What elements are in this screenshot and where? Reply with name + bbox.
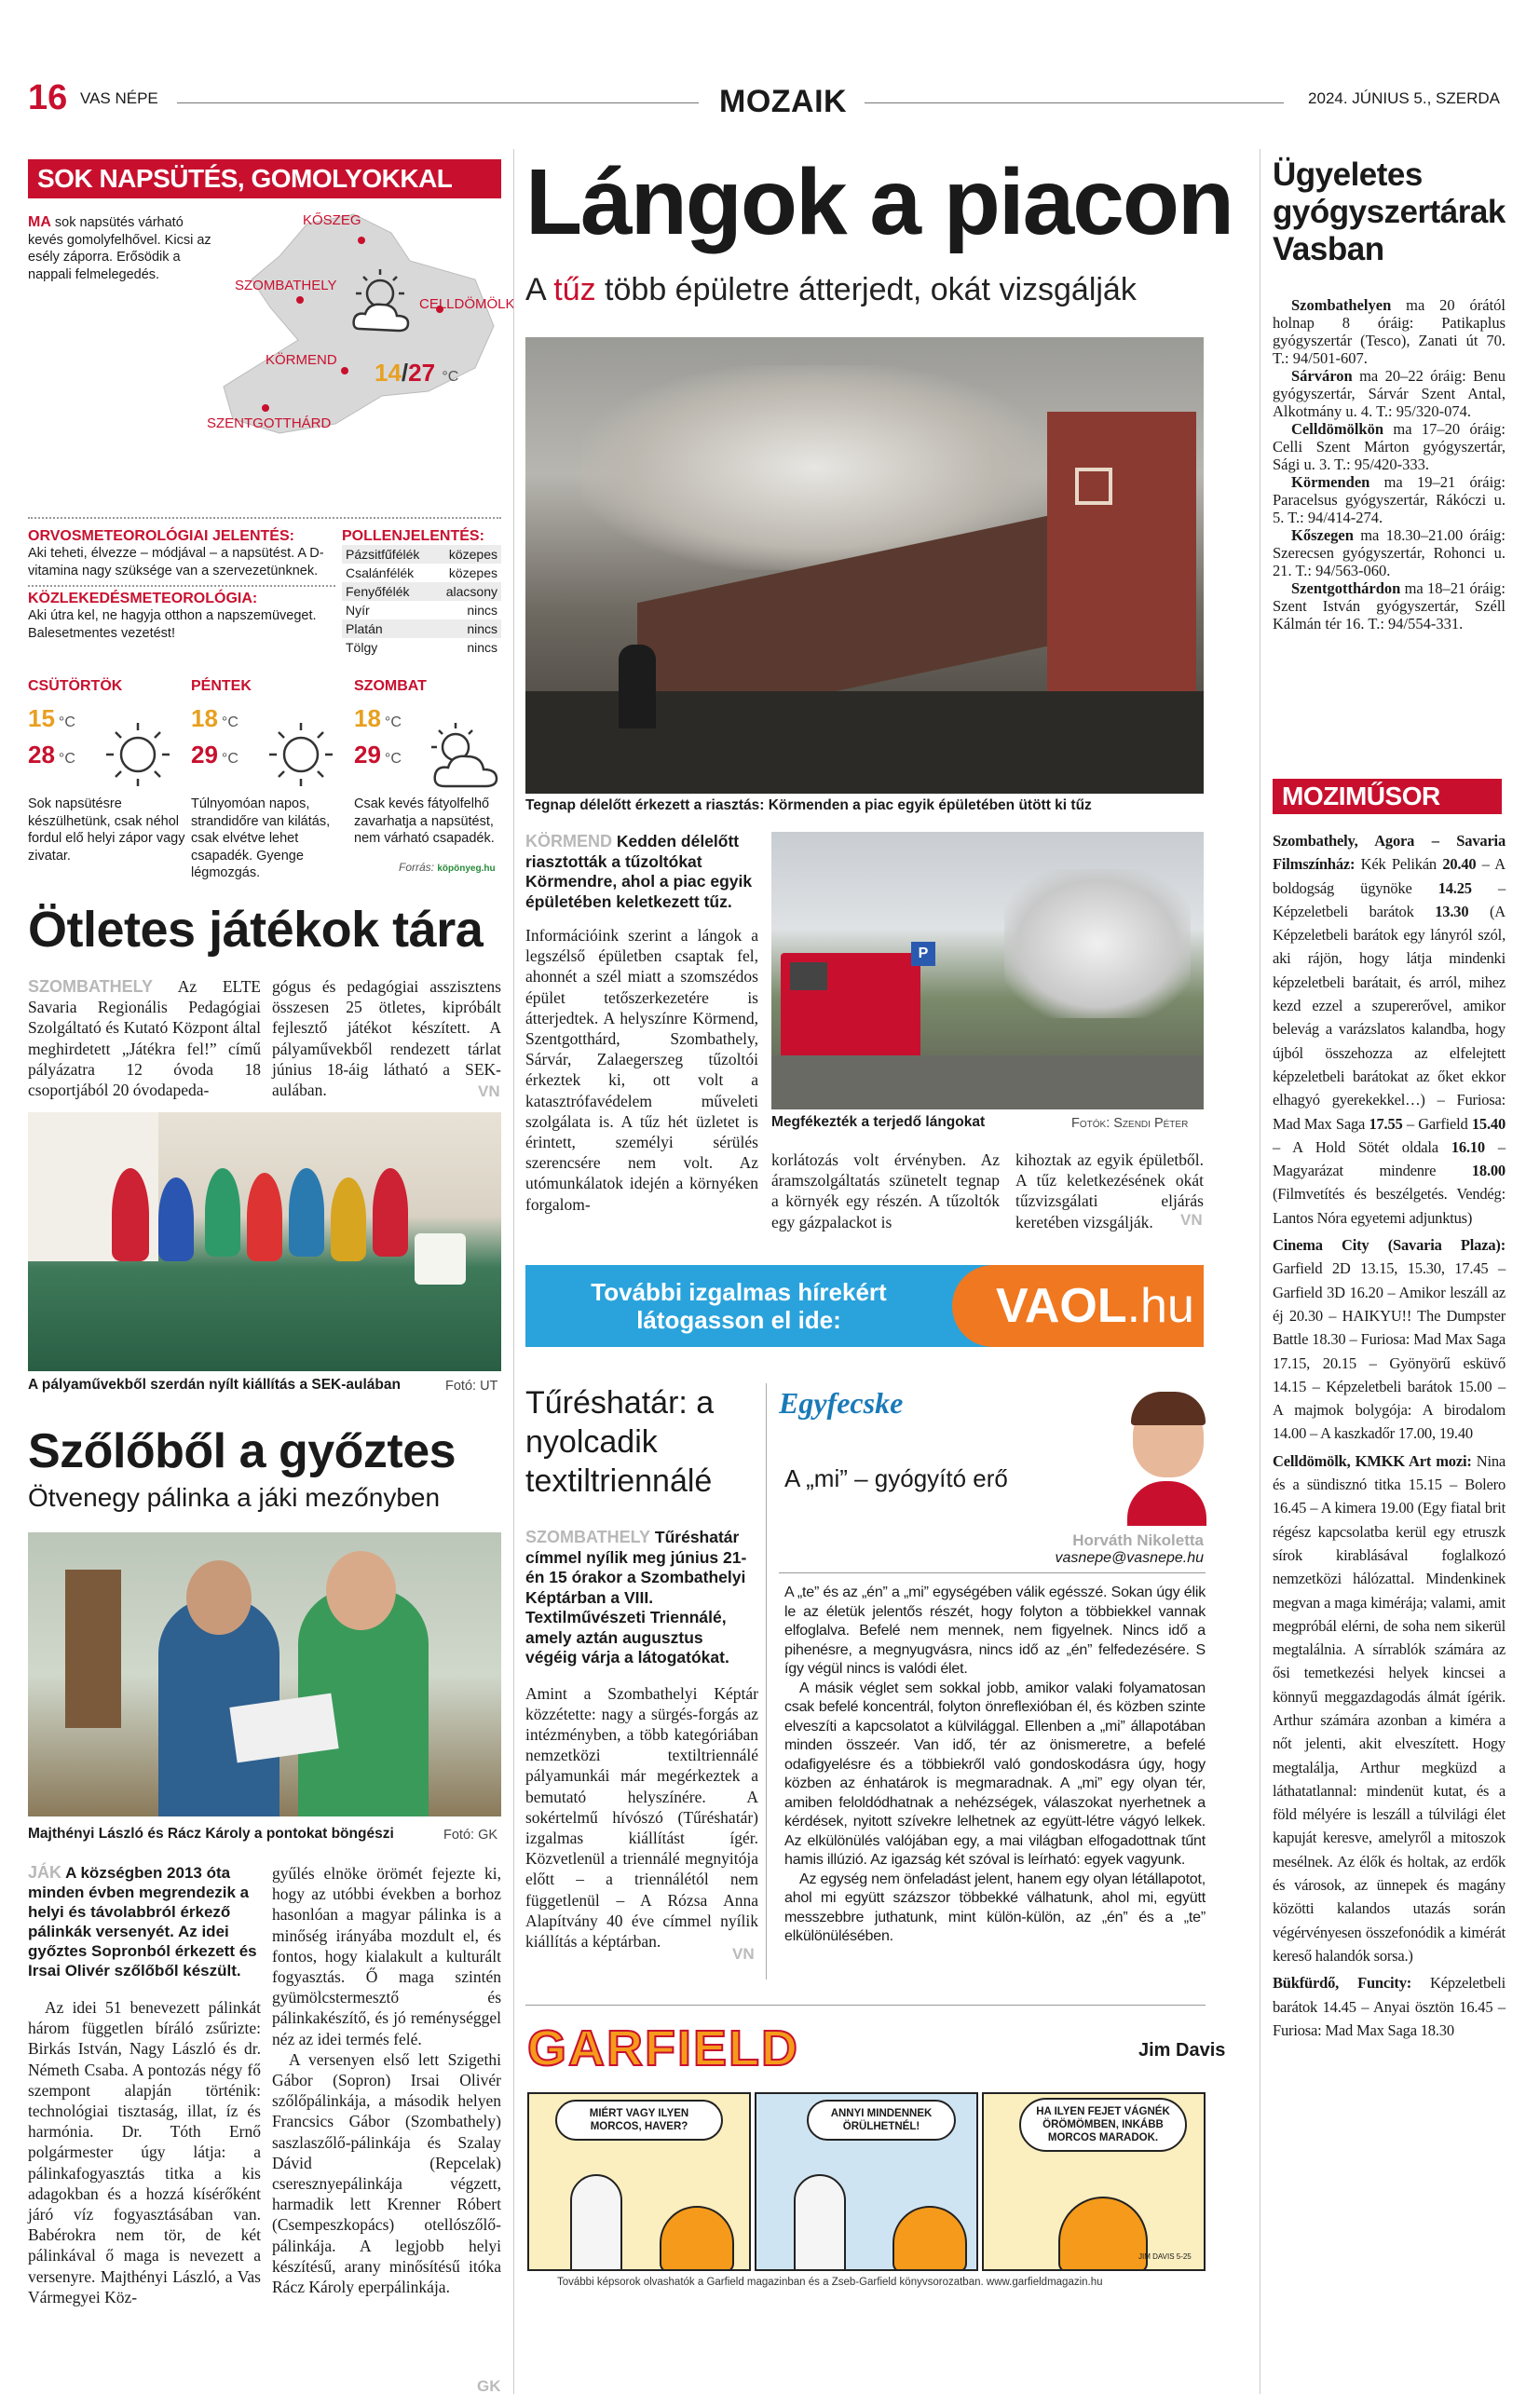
cinema-bukfurdo: Bükfürdő, Funcity: Képzeletbeli barátok 14.45 – Anyai ösztön 16.45 – Furiosa: Mad Max Saga 18.30 bbox=[1273, 1974, 1506, 2039]
fire-credit: Fotók: Szendi Péter bbox=[1071, 1116, 1189, 1131]
vaol-ad-text: További izgalmas hírekért látogasson el ide: bbox=[591, 1278, 887, 1334]
garfield-footer: További képsorok olvashatók a Garfield magazinban és a Zseb-Garfield könyvsorozatban. www.garfieldmagazin.hu bbox=[557, 2277, 1103, 2288]
orvos-text: Aki teheti, élvezze – módjával – a napsütést. A D-vitamina nagy szüksége van a szervezetünknek. bbox=[28, 546, 324, 578]
palinka-lead: JÁK A községben 2013 óta minden évben megrendezik a helyi és távolabbról érkező pálinkák versenyét. Az idei győztes Sopronból érkezett és Irsai Olivér szőlőből készült. bbox=[28, 1863, 257, 1979]
games-col2-text: gógus és pedagógiai asszisztens összesen 25 ötletes, kipróbált fejlesztő játékot készített. A pályaművekből rendezett tárlat június 18-áig látható a SEK-aulában. bbox=[272, 977, 501, 1100]
town-szombathely: SZOMBATHELY bbox=[235, 278, 337, 293]
pharmacy-title: Ügyeletes gyógyszertárak Vasban bbox=[1273, 156, 1506, 267]
games-caption: A pályaművekből szerdán nyílt kiállítás a SEK-aulában bbox=[28, 1377, 401, 1393]
sun-icon bbox=[264, 717, 338, 792]
fire-small-caption: Megfékezték a terjedő lángokat bbox=[771, 1114, 986, 1130]
sun-icon bbox=[101, 717, 175, 792]
garfield-bubble-1: MIÉRT VAGY ILYEN MORCOS, HAVER? bbox=[555, 2100, 723, 2141]
pollen-table bbox=[342, 545, 501, 657]
egyfecske-label: Egyfecske bbox=[779, 1386, 904, 1420]
weather-today-text: sok napsütés várható kevés gomolyfelhővel. Kicsi az esély záporra. Erősödik a nappali felmelegedés. bbox=[28, 215, 211, 282]
vaol-logo: VAOL.hu bbox=[996, 1279, 1194, 1333]
pharmacy-entry: Celldömölkön ma 17–20 óráig: Celli Szent Márton gyógyszertár, Sági u. 3. T.: 95/420-333. bbox=[1273, 420, 1506, 473]
palinka-caption: Majthényi László és Rácz Károly a pontokat böngészi bbox=[28, 1826, 394, 1842]
pharmacy-entry: Szentgotthárdon ma 18–21 óráig: Szent István gyógyszertár, Széll Kálmán tér 16. T.: 94/554-331. bbox=[1273, 579, 1506, 633]
day-text: Túlnyomóan napos, strandidőre van kilátás, csak elvétve lehet csapadék. Gyenge légmozgás. bbox=[191, 796, 331, 880]
day-high: 29 °C bbox=[191, 741, 238, 769]
cinema-title: MOZIMŰSOR bbox=[1273, 779, 1502, 814]
town-szentgotthard: SZENTGOTTHÁRD bbox=[207, 415, 332, 431]
day-name: CSÜTÖRTÖK bbox=[28, 678, 123, 694]
day-high: 28 °C bbox=[28, 741, 75, 769]
textile-kicker: SZOMBATHELY bbox=[525, 1528, 651, 1546]
orvos-block bbox=[28, 528, 335, 642]
fire-col1 bbox=[525, 832, 758, 1215]
author-portrait bbox=[1127, 1379, 1206, 1526]
cinema-celldomolk: Celldömölk, KMKK Art mozi: Nina és a sündisznó titka 15.15 – Bolero 16.45 – A kimera 19.00 (Egy fiatal brit régész kapcsolatba kerül egy etruszk sírok kirablásával foglalkozó nemzetközi hálózattal. Mindenkinek megvan a maga kimérája; valami, amit megpróbál elérni, de soha nem sikerül megtalálnia. A sírrablók számára az ősi temetkezési helyek kincsei a könnyű meggazdagodás álmát ígérik. Arthur számára azonban a kiméra a nőt jelenti, akit elveszített. Hogy megtalálja, Arthur megküzd a láthatatlannal: mindenüt kutat, és a föld mélyére is leszáll a túlvilági élet kapuját keresve, amelyről a mitoszok mesélnek. Az élők és holtak, az erdők és városok, az ünnepek és magány közötti kalandos utazás során végérvényesen összefonódik a kimérát kereső halandók sorsa.) bbox=[1273, 1451, 1506, 1965]
pollen-block bbox=[342, 528, 501, 657]
fire-subtitle: A tűz több épületre átterjedt, okát vizsgálják bbox=[525, 272, 1137, 307]
kozlek-text: Aki útra kel, ne hagyja otthon a napszemüveget. Balesetmentes vezetést! bbox=[28, 608, 317, 641]
garfield-top-rule bbox=[525, 2005, 1206, 2006]
kozlek-title: KÖZLEKEDÉSMETEOROLÓGIA: bbox=[28, 591, 258, 606]
day-text: Csak kevés fátyolfelhő zavarhatja a napsütést, nem várható csapadék. bbox=[354, 796, 495, 846]
town-kormend: KÖRMEND bbox=[266, 352, 337, 368]
fire-main-caption: Tegnap délelőtt érkezett a riasztás: Körmenden a piac egyik épületében ütött ki tűz bbox=[525, 797, 1092, 813]
games-kicker: SZOMBATHELY bbox=[28, 977, 154, 996]
fire-col2: korlátozás volt érvényben. Az áramszolgáltatás szünetelt tegnap a környék egy részén. A tűzoltók egy gázpalackot is bbox=[771, 1150, 1000, 1231]
issue-date: 2024. JÚNIUS 5., SZERDA bbox=[1308, 89, 1500, 107]
day-low: 15 °C bbox=[28, 704, 75, 732]
palinka-col1-body: Az idei 51 benevezett pálinkát három független bíráló zsűrizte: Birkás István, Nagy László és dr. Németh Csaba. A pontozás négy fő szempont alapján történik: technológiai tisztaság, illat, íz és harmónia. Dr. Tóth Ernő polgármester úgy látja: a pálinkafogyasztás titka a kis adagokban és a hozzá kísérőként járó víz fogyasztásában van. Babérokra nem tör, de két pálinkával ő maga is nevezett a versenyre. Majthényi László, a Vas Vármegyei Köz- bbox=[28, 1998, 261, 2306]
garfield-author: Jim Davis bbox=[1138, 2040, 1226, 2061]
weather-today-label: MA bbox=[28, 214, 51, 230]
games-col2 bbox=[272, 976, 501, 1100]
weather-title: SOK NAPSÜTÉS, GOMOLYOKKAL bbox=[28, 159, 501, 198]
day-low: 18 °C bbox=[354, 704, 402, 732]
weather-source bbox=[399, 861, 496, 874]
weather-divider bbox=[28, 517, 501, 519]
header-rule-left bbox=[177, 102, 699, 103]
egyfecske-rule bbox=[779, 1572, 1206, 1573]
day-name: SZOMBAT bbox=[354, 678, 427, 694]
pollen-row: Tölgy nincs bbox=[346, 640, 497, 655]
garfield-bubble-3: HA ILYEN FEJET VÁGNÉK ÖRÖMÖMBEN, INKÁBB MORCOS MARADOK. bbox=[1019, 2098, 1187, 2152]
sun-cloud-icon bbox=[424, 719, 508, 794]
day-low: 18 °C bbox=[191, 704, 238, 732]
palinka-col2: gyűlés elnöke örömét fejezte ki, hogy az utóbbi években a borhoz hasonlóan a magyar pálinka is a minőség irányába mozdult el, és fontos, hogy kialakult a kulturált fogyasztás. Ő maga szintén gyümölcstermesztő és pálinkakészítő, és jó reménységgel néz az idei termés felé. A versenyen első lett Szigethi Gábor (Sopron) Irsai Olivér szőlőpálinkája, a második helyen Francsics Gábor (Szombathely) saszlaszőlő-pálinkája és Szalay Dávid (Repcelak) cseresznyepálinkája végzett, harmadik lett Krenner Róbert (Csempeszkopács) otellószőlő-pálinkája. A legjobb helyi készítésű, arany minősítésű itóka Rácz Károly eperpálinkája. bbox=[272, 1864, 501, 2297]
day-high: 29 °C bbox=[354, 741, 402, 769]
pollen-row: Nyír nincs bbox=[346, 603, 497, 618]
section-title: MOZAIK bbox=[719, 84, 848, 119]
garfield-signature: JIM DAVIS 5-25 bbox=[1138, 2252, 1192, 2261]
map-temp-low: 14 bbox=[375, 359, 402, 387]
games-title: Ötletes játékok tára bbox=[28, 902, 484, 958]
textile-col bbox=[525, 1528, 758, 1952]
games-col1 bbox=[28, 976, 261, 1100]
fire-title: Lángok a piacon bbox=[525, 150, 1233, 254]
vaol-ad[interactable] bbox=[525, 1265, 1204, 1347]
textile-title: Tűréshatár: a nyolcadik textiltriennálé bbox=[525, 1385, 715, 1499]
egyfecske-author: Horváth Nikoletta bbox=[1072, 1531, 1204, 1549]
egyfecske-divider bbox=[766, 1383, 767, 1979]
textile-signature: VN bbox=[732, 1945, 755, 1963]
pollen-row: Csalánfélék közepes bbox=[346, 565, 497, 580]
pollen-title: POLLENJELENTÉS: bbox=[342, 528, 484, 544]
source-label: Forrás: bbox=[399, 861, 435, 874]
koponyeg-logo: köpönyeg.hu bbox=[437, 864, 496, 874]
orvos-title: ORVOSMETEOROLÓGIAI JELENTÉS: bbox=[28, 528, 294, 544]
games-signature: VN bbox=[478, 1082, 500, 1100]
palinka-title: Szőlőből a győztes bbox=[28, 1424, 456, 1478]
palinka-subtitle: Ötvenegy pálinka a jáki mezőnyben bbox=[28, 1483, 441, 1512]
pharmacy-entry: Szombathelyen ma 20 órától holnap 8 óráig: Patikaplus gyógyszertár (Tesco), Zanati út 70. T.: 94/501-607. bbox=[1273, 296, 1506, 367]
fire-signature: VN bbox=[1180, 1211, 1203, 1229]
weather-today bbox=[28, 214, 214, 283]
fire-lead: KÖRMEND Kedden délelőtt riasztották a tűzoltókat Körmendre, ahol a piac egyik épületében keletkezett tűz. bbox=[525, 832, 753, 911]
fire-kicker: KÖRMEND bbox=[525, 832, 612, 850]
pollen-row: Platán nincs bbox=[342, 619, 501, 638]
header-rule-right bbox=[865, 102, 1284, 103]
pharmacy-entry: Kőszegen ma 18.30–21.00 óráig: Szerecsen gyógyszertár, Rohonci u. 21. T.: 94/563-060. bbox=[1273, 526, 1506, 579]
palinka-col1 bbox=[28, 1863, 261, 2307]
fire-small-photo: P bbox=[771, 832, 1204, 1109]
egyfecske-title: A „mi” – gyógyító erő bbox=[784, 1464, 1008, 1492]
day-text: Sok napsütésre készülhetünk, csak néhol fordul elő helyi zápor vagy zivatar. bbox=[28, 796, 185, 864]
page-header bbox=[28, 78, 1500, 125]
pollen-row: Pázsitfűfélék közepes bbox=[342, 545, 501, 564]
egyfecske-body: A „te” és az „én” a „mi” egységében válik egésszé. Sokan úgy élik le az életük jelentős részét, hogy folyton a többiekkel vannak elfoglalva. Befelé nem mennek, nem figyelnek. Nincs idő a pihenésre, a megnyugvásra, nincs idő az „én” felfedezésére. S így végül nincs is valódi élet. A másik véglet sem sokkal jobb, amikor valaki folyamatosan csak befelé koncentrál, folyton önreflexióban él, és közben szinte elveszíti a kapcsolatot a külvilággal. Ellenben a „mi” állapotában minden összeér. Van idő, tér az önismeretre, a befelé odafigyelésre és a többiekről való gondoskodásra úgy, hogy közben az énhatárok is megmaradnak. A „mi” egy olyan tér, amiben feloldódhatnak a nehézségek, válaszokat nyerhetnek a kérdések, nyitott szívekre lelhetnek az együtt-létre vágyó lelkek. Az elkülönülés valójában egy, a mai világban elfogadottnak tűnt hamis illúzió. Az igazság két szóval is leírható: egyek vagyunk. Az egység nem önfeladást jelent, hanem egy olyan létállapotot, ahol mi együtt százszor többekké válhatunk, ahol mi, együtt messzebbre juthatunk, mint külön-külön, az „én” és a „te” elkülönülésében. bbox=[784, 1585, 1206, 1944]
cinema-listing bbox=[1273, 829, 1506, 2042]
map-temperature: 14/27 °C bbox=[375, 359, 459, 387]
fire-body1: Információink szerint a lángok a legszélső épületben csaptak fel, ahonnét a szél miatt a szomszédos épület tetőszerkezetére is átterjedtek. A helyszínre Körmend, Szentgotthárd, Szombathely, Sárvár, Zalaegerszeg tűzoltói érkeztek ki, ott volt a katasztrófavédelem műveleti szolgálata is. A tűz hét üzletet is érintett, személyi sérülés szerencsére nem volt. Az utómunkálatok idején a környéken forgalom- bbox=[525, 926, 758, 1214]
fire-col3: kihoztak az egyik épületből. A tűz keletkezésének okát tűzvizsgálati eljárás keretében vizsgálják. bbox=[1015, 1150, 1204, 1231]
map-temp-high: 27 bbox=[408, 359, 436, 387]
page-number: 16 bbox=[28, 78, 68, 117]
games-col1-text: Az ELTE Savaria Regionális Pedagógiai Szolgáltató és Kutató Központ által meghirdetett „Játékra fel!” című pályázatra 12 óvoda 18 csoportjából 20 óvodapeda- bbox=[28, 977, 261, 1100]
cinema-cinemacity: Cinema City (Savaria Plaza): Garfield 2D 13.15, 15.30, 17.45 – Garfield 3D 16.20 – Amikor leszáll az éj 20.30 – HAIKYU!! The Dumpster Battle 18.30 – Furiosa: Mad Max Saga 17.15, 20.15 – Gyönyörű esküvő 14.15 – Képzeletbeli barátok 15.00 – A majmok bolygója: A birodalom 14.00 – A kaszkadőr 17.00, 19.40 bbox=[1273, 1236, 1506, 1443]
games-credit: Fotó: UT bbox=[445, 1379, 498, 1394]
pharmacy-list bbox=[1273, 296, 1506, 633]
town-koszeg: KŐSZEG bbox=[303, 212, 361, 228]
paper-name: VAS NÉPE bbox=[80, 89, 158, 107]
palinka-photo bbox=[28, 1532, 501, 1816]
pharmacy-entry: Körmenden ma 19–21 óráig: Paracelsus gyógyszertár, Rákóczi u. 5. T.: 94/414-274. bbox=[1273, 473, 1506, 526]
day-name: PÉNTEK bbox=[191, 678, 252, 694]
cinema-agora: Szombathely, Agora – Savaria Filmszínház: Kék Pelikán 20.40 – A boldogság ügynöke 14.25 – Képzeletbeli barátok 13.30 (A Képzeletbeli barátok egy lányról szól, aki rájön, hogy látja mindenki képzeletbeli barátait, és arról, mihez kezd ezzel a szupererővel, amikor belevág a varázslatos kalandba, hogy újból összehozza az elfelejtett képzeletbeli barátokat az őket ekkor elhagyó gyerekekkel…) – Furiosa: Mad Max Saga 17.55 – Garfield 15.40 – A Hold Sötét oldala 16.10 – Magyarázat mindenre 18.00 (Filmvetítés és beszélgetés. Vendég: Lantos Nóra egyetemi adjunktus) bbox=[1273, 832, 1506, 1227]
garfield-logo: GARFIELD bbox=[527, 2020, 799, 2076]
garfield-bubble-2: ANNYI MINDENNEK ÖRÜLHETNÉL! bbox=[807, 2100, 956, 2141]
palinka-kicker: JÁK bbox=[28, 1863, 62, 1882]
palinka-signature: GK bbox=[477, 2377, 501, 2395]
sun-cloud-icon bbox=[343, 265, 427, 340]
pollen-row: Fenyőfélék alacsony bbox=[342, 582, 501, 601]
town-celldomolk: CELLDÖMÖLK bbox=[419, 296, 515, 312]
map-temp-unit: °C bbox=[442, 369, 459, 385]
palinka-credit: Fotó: GK bbox=[443, 1828, 498, 1843]
textile-body: Amint a Szombathelyi Képtár közzétette: nagy a sürgés-forgás az intézményben, a több kategóriában nemzetközi textiltriennálé pályamunkái már megérkeztek a bemutató helyszínére. A sokértelmű hívószó (Tűréshatár) izgalmas kiállítást ígér. Közvetlenül a triennálé megnyitója előtt – a triennálétól nem függetlenül – A Rózsa Anna Alapítvány 40 éve címmel nyílik kiállítás a képtárban. bbox=[525, 1683, 758, 1951]
textile-lead: SZOMBATHELY Tűréshatár címmel nyílik meg június 21-én 15 órakor a Szombathelyi Képtárban a VIII. Textilművészeti Triennálé, amely aztán augusztus végéig várja a látogatókat. bbox=[525, 1528, 747, 1667]
fire-main-photo bbox=[525, 337, 1204, 794]
games-photo bbox=[28, 1112, 501, 1371]
column-separator bbox=[513, 149, 514, 2394]
pharmacy-entry: Sárváron ma 20–22 óráig: Benu gyógyszertár, Sárvár Szent Antal, Alkotmány u. 4. T.: 95/320-074. bbox=[1273, 367, 1506, 420]
egyfecske-email: vasnepe@vasnepe.hu bbox=[1055, 1550, 1204, 1566]
